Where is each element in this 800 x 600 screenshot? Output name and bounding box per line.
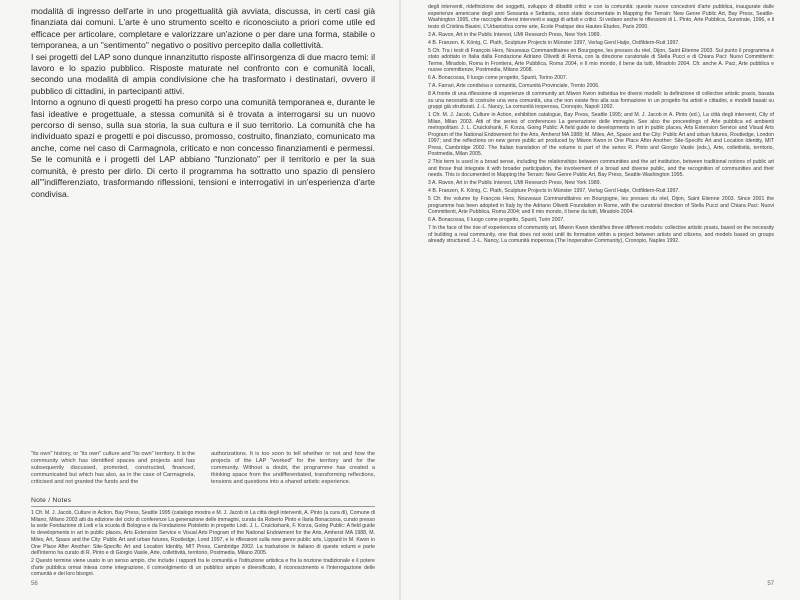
footnote: 7 A. Farrari, Arte condivisa e comunità, Comunità Provinciale, Trento 2006. [428,83,600,89]
footnote: 3 A. Ravon, Art in the Public Interest, UMI Research Press, New York 1989. [428,31,601,38]
body-paragraph: I sei progetti del LAP sono dunque innanzitutto risposte all'insorgenza di due macro temi: il lavoro e lo spazio pubblico. Risposte maturate nel confronto con e comunità locali, secondo una modalità di ampia condivisione che ha trasformato i destinatari, ovvero il pubblico di cittadini, in partecipanti attivi. [31,51,376,96]
page-number: 57 [767,581,774,587]
footnote: 1 Cfr. M. J. Jacob, Culture in Action, Bay Press, Seattle 1995 (catalogo mostra e M. J. Jacob in La città degli interventi, A. Pinto (a cura di), Comune di Milano, Milano 2003 atti da edizione del ciclo di conferenze La generazione delle immagini, curata da Roberto Pinto e Ilaria Bonacossa, curato presso la sede Fondazione di Lodi e la scuola di Bologna e da Fondazione Pistoletto in progetto Lodi. J. L. Cruickshank, F. Korza, Going Public: A field guide to developments in art in public places, Arts Extension Service e Visual Arts Program of the National Endowment for the Arts, Amherst MA 1988, M. Miles, Art, Space and the City: Public Art and urban futures, Routledge, Lond 1997, e le riflessioni sulla new genre public arts, Lippard in M. Kwon in One Place After Another: Site-Specific Art and Location Identity, MIT Press, Cambridge 2002. La traduzione in italiano di queste volumi e parte dell'interno ha curato di R. Pinto e di Giorgio Vasile, Arte, collettività, territorio, Postmedia, Milano 2005. [31,510,375,557]
divider [31,506,375,507]
footnote: 5 Cfr. the volume by François Hers, Nouveaux Commanditaires en Bourgogne, les presses du réel, Dijon, Saint Etienne 2003. Since 2001 the programme has been adopted in Italy by the Adriano Olivetti Foundation in Rome, with the curatorial direction of Stella Pucci and Chiara Paci: Nuovi Committenti, Arte Pubblica, Roma 2004; and Il mio mondo, il bene da tutti, Miradolo 2004. [428,196,774,215]
english-translation-columns [31,451,375,486]
notes-heading: Note / Notes [31,497,72,504]
footnotes [31,510,375,579]
footnote: 4 B. Franzen, K. König, C. Plath, Sculpture Projects in Münster 1997, Verlag Gerd Hatje, Ostfildern-Ruit 1997. [428,188,680,194]
footnote: 7 In the face of the rise of experiences of community art, Miwon Kwon identifies three different models: collective artistic praxis, based on the necessity of building a real community, one that does not exist until its formation within a project between artists and citizens, and models based on groups already structured. J.-L. Nancy, La comunità inoperosa (The Inoperative Community), Cronopio, Naples 1992. [428,225,774,244]
main-text [31,6,375,200]
footnote: 3 A. Ravon, Art in the Public Interest, UMI Research Press, New York 1989. [428,180,601,186]
footnote: 1 Cfr. M. J. Jacob, Culture in Action, exhibition catalogue, Bay Press, Seattle 1995; and M. J. Jacob in A. Pinto (ed.), La città degli interventi, City of Milan, Milan 2003. Atti of the series of conferences La generazione delle immagini. See also the proceedings of Arte pubblica ed ambienti metropolitani. J. L. Cruickshank, F. Korza, Going Public: A field guide to developments in art in public places, Arts Extension Service and Visual Arts Program of the National Endowment for the Arts, Amherst MA 1988; M. Miles, Art, Space and the City: Public Art and urban futures, Routledge, London 1997; and the reflections on new genre public art produced by Miwon Kwon in One Place After Another: Site-Specific Art and Location Identity, MIT Press, Cambridge 2002. The Italian translation of the volume is part of the series R. Pinto and Giorgio Vasile (eds.), Arte, collettività, territorio, Postmedia, Milan 2005. [428,112,774,157]
page-number: 56 [31,581,38,587]
footnote: 6 A. Bonacossa, Il luogo come progetto, Spunti, Torino 2007. [428,75,568,81]
translation-column: "its own" history, or "its own" culture and "its own" territory. It is the community which has identified spaces and projects and has subsequently discussed, promoted, constructed, financed, communicated but which has also, as in the case of Carmagnola, criticised and not granted the funds and the [31,451,195,486]
footnote: 8 A fronte di una riflessione di esperienze di community art Miwon Kwon individua tre diversi modelli: la definizione di collective artistic praxis, basata su una necessità di costruire una vera comunità, una che non esiste fino alla sua formazione in un progetto fra artisti e cittadini, e modelli basati su gruppi già strutturati. J.-L. Nancy, La comunità inoperosa, Cronopio, Napoli 1992. [428,91,774,110]
translation-column: authorizations. It is too soon to tell whether or not and how the projects of the LAP "worked" for the territory and for the community. Without a doubt, the programme has created a thinking space from the undifferentiated, transforming reflections, tensions and questions into a shared artistic experience. [211,451,375,486]
footnote: 2 This term is used in a broad sense, including the relationships between communities and the art institution, between traditional notions of public art and those that integrate it with broader participation, the involvement of a broad and diverse public, and the recognition of communities and their needs. This is documented in Mapping the Terrain: New Genre Public Art, Bay Press, Seattle-Washington 1995. [428,159,774,178]
body-paragraph: modalità di ingresso dell'arte in uno progettualità già avviata, discussa, in certi casi già finanziata dai comuni. L'arte è uno strumento scelto e riconosciuto a priori come utile ed efficace per articolare, completare e valorizzare un'azione o per dare una forma, stabile o temporanea, a un "sentimento" negativo o positivo percepito dalla collettività. [31,6,375,51]
footnote: 6 A. Bonacossa, Il luogo come progetto, Spunti, Turin 2007. [428,217,565,223]
footnotes-continued [428,4,774,246]
body-paragraph: Intorno a ognuno di questi progetti ha preso corpo una comunità temporanea e, durante le fasi ideative e progettuale, a stessa comunità si è trovata a interrogarsi su un nuovo percorso di senso, sulla sua storia, la sua cultura e il suo territorio. La comunità che ha individuato spazi e progetti e poi discusso, promosso, costruito, finanziato, comunicato ma anche, come nel caso di Carmagnola, criticato e non concesso finanziamenti e permessi. Se le comunità e i progetti del LAP abbiano "funzionato" per il territorio e per la sua comunità, è presto per dirlo. Di certo il programma ha sottratto uno spazio di pensiero all'"indifferenziato, trasformando riflessioni, tensioni e interrogativi in un'esperienza d'arte condivisa. [31,97,375,199]
footnote: 2 Questo termine viene usato in un senso ampio, che include i rapporti tra le comunità e l'istituzione artistica e fra la nozione tradizionale e il potere d'arte pubblica ormai intesa come integrazione, il coinvolgimento di un pubblico ampio e diversificato, il riconoscimento e l'interrogazione delle comunità e dei loro bisogni. [31,557,375,578]
footnote: 4 B. Franzen, K. König, C. Plath, Sculpture Projects in Münster 1997, Verlag Gerd Hatje, Ostfildern-Ruit 1997. [428,39,680,46]
footnote: 5 Cfr. Tra i testi di François Hers, Nouveaux Commanditaires en Bourgogne, les presses du réel, Dijon, Saint Etienne 2003. Sul punto il programma è stato adottato in Italia dalla Fondazione Adriano Olivetti di Roma, con la direzione curatoriale di Stella Pucci e di Chiara Paci: Nuovi Committenti: Terme, Miradolo, Roma in Frontiera, Arte Pubblica, Roma 2004, e Il mio mondo, il bene da tutti, Miradolo 2004. Cfr. anche A. Paci, Arte pubblica e nuove committenze, Postmedia, Milano 2008. [428,47,774,73]
footnote: degli interventi, ridefinizione dei soggetti, sviluppo di dibattiti critici e con la comunità: queste nuove concezioni d'arte pubblica, inaugurate dalle esperienze americane degli anni Sessanta e Settanta, sono state documentate in Mapping the Terrain: New Genre Public Art, Bay Press, Seattle-Washington 1995, che raccoglie diversi interventi e saggi di artisti e critici. Si vedano anche le riflessioni di L. Pinto, Arte Pubblica, Sunstrate, 1996, e il testo di Cristina Biasini, L'Urbanistica come arte, Ecole Pratique des Hautes Études, Paris 2000. [428,4,774,30]
